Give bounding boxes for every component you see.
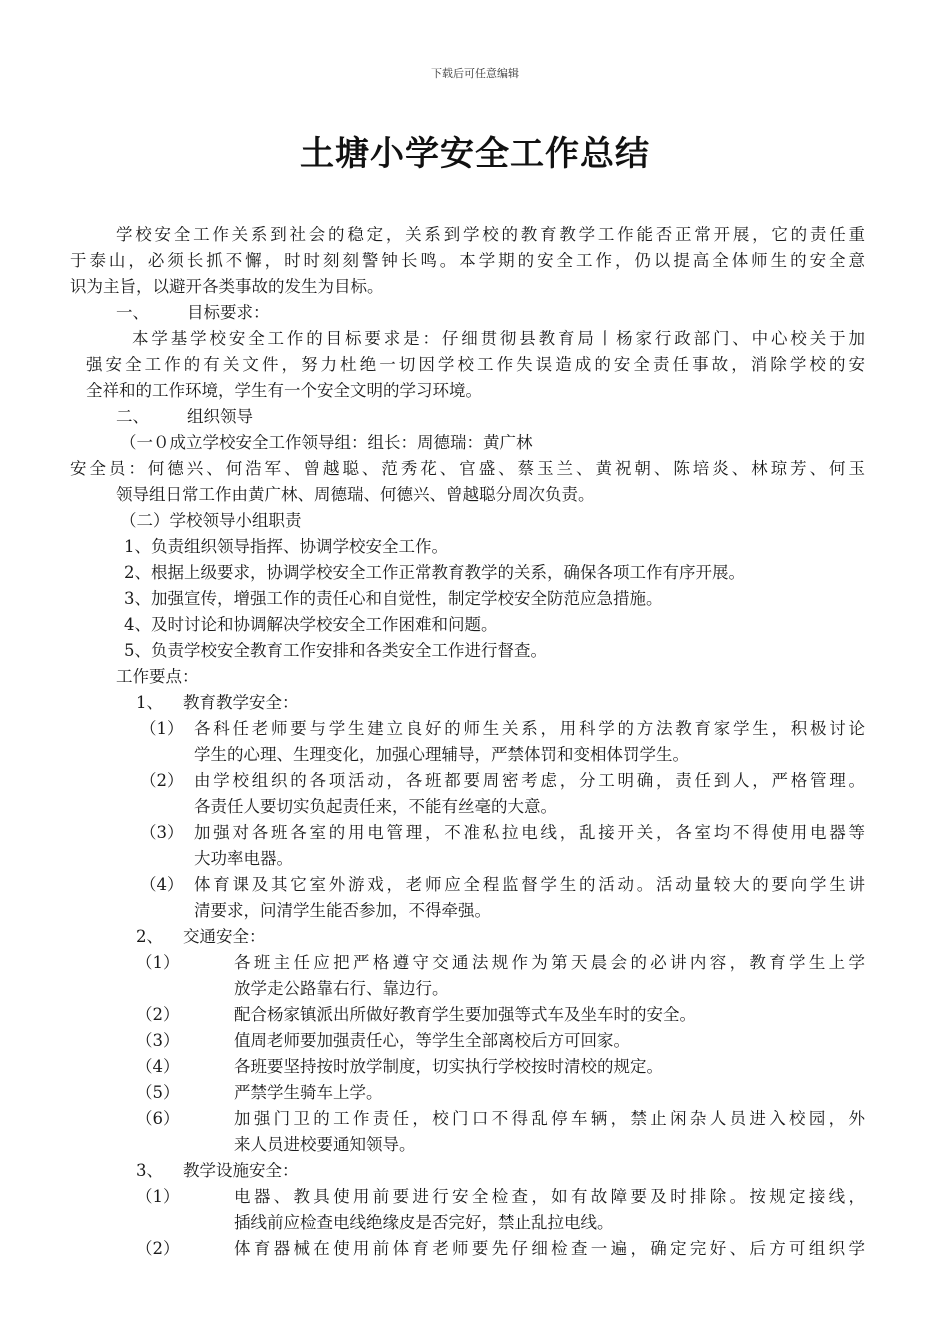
list-item [70, 716, 865, 768]
item-number: （2） [136, 1005, 180, 1024]
item-line: 插线前应检查电线绝缘皮是否完好，禁止乱拉电线。 [234, 1213, 614, 1232]
subsection-title: 教育教学安全： [183, 693, 299, 712]
subsection-title: 交通安全： [183, 927, 266, 946]
item-line: 加强对各班各室的用电管理，不准私拉电线，乱接开关，各室均不得使用电器等 [194, 823, 865, 842]
item-line: 值周老师要加强责任心，等学生全部离校后方可回家。 [234, 1031, 630, 1050]
list-item [70, 1184, 865, 1236]
section-heading [70, 404, 865, 430]
item-number: （3） [136, 1031, 180, 1050]
subsection-heading [70, 1158, 865, 1184]
item-line: 电器、教具使用前要进行安全检查，如有故障要及时排除。按规定接线， [234, 1187, 865, 1206]
duty-item: 2、根据上级要求，协调学校安全工作正常教育教学的关系，确保各项工作有序开展。 [124, 563, 745, 582]
item-line: 学生的心理、生理变化，加强心理辅导，严禁体罚和变相体罚学生。 [194, 745, 689, 764]
duty-item: 4、及时讨论和协调解决学校安全工作困难和问题。 [124, 615, 498, 634]
item-line: 严禁学生骑车上学。 [234, 1083, 383, 1102]
subsection-heading [70, 690, 865, 716]
item-number: （5） [136, 1083, 180, 1102]
document-body [70, 222, 865, 1262]
item-line: 来人员进校要通知领导。 [234, 1135, 416, 1154]
item-line: 放学走公路靠右行、靠边行。 [234, 979, 449, 998]
item-line: 各班主任应把严格遵守交通法规作为第天晨会的必讲内容，教育学生上学 [234, 953, 865, 972]
section-number: 二、 [116, 407, 149, 426]
members-line: 安全员：何德兴、何浩军、曾越聪、范秀花、官盛、蔡玉兰、黄祝朝、陈培炎、林琼芳、何玉 [70, 459, 865, 478]
duty-item: 5、负责学校安全教育工作安排和各类安全工作进行督查。 [124, 641, 547, 660]
item-line: 由学校组织的各项活动，各班都要周密考虑，分工明确，责任到人，严格管理。 [194, 771, 865, 790]
item-number: （1） [136, 1187, 180, 1206]
item-number: （3） [140, 823, 184, 842]
sub-heading: （二）学校领导小组职责 [120, 511, 302, 530]
header-note: 下载后可任意编辑 [431, 67, 519, 80]
list-item [70, 1054, 865, 1080]
section-number: 一、 [116, 303, 149, 322]
item-number: （6） [136, 1109, 180, 1128]
intro-line: 学校安全工作关系到社会的稳定，关系到学校的教育教学工作能否正常开展，它的责任重 [116, 225, 865, 244]
section-title: 目标要求： [187, 303, 270, 322]
intro-line: 于泰山，必须长抓不懈，时时刻刻警钟长鸣。本学期的安全工作，仍以提高全体师生的安全意 [70, 251, 865, 270]
section-heading [70, 300, 865, 326]
item-number: （1） [140, 719, 184, 738]
rotation-line: 领导组日常工作由黄广林、周德瑞、何德兴、曾越聪分周次负责。 [116, 485, 595, 504]
list-item [70, 1028, 865, 1054]
list-item [70, 872, 865, 924]
item-line: 体育器械在使用前体育老师要先仔细检查一遍，确定完好、后方可组织学 [234, 1239, 865, 1258]
item-line: 体育课及其它室外游戏，老师应全程监督学生的活动。活动量较大的要向学生讲 [194, 875, 865, 894]
item-line: 加强门卫的工作责任，校门口不得乱停车辆，禁止闲杂人员进入校园，外 [234, 1109, 865, 1128]
duty-item: 1、负责组织领导指挥、协调学校安全工作。 [124, 537, 448, 556]
subsection-number: 3、 [136, 1161, 163, 1180]
item-line: 清要求，问清学生能否参加，不得牵强。 [194, 901, 491, 920]
item-line: 配合杨家镇派出所做好教育学生要加强等式车及坐车时的安全。 [234, 1005, 696, 1024]
item-number: （2） [136, 1239, 180, 1258]
list-item [70, 768, 865, 820]
list-item [70, 1080, 865, 1106]
group-line: （一０成立学校安全工作领导组：组长：周德瑞：黄广林 [120, 433, 533, 452]
list-item [70, 1002, 865, 1028]
item-line: 各责任人要切实负起责任来，不能有丝毫的大意。 [194, 797, 557, 816]
item-number: （2） [140, 771, 184, 790]
list-item [70, 820, 865, 872]
subsection-number: 1、 [136, 693, 163, 712]
paragraph-line: 强安全工作的有关文件，努力杜绝一切因学校工作失误造成的安全责任事故，消除学校的安 [86, 355, 865, 374]
item-line: 大功率电器。 [194, 849, 293, 868]
paragraph-line: 全祥和的工作环境，学生有一个安全文明的学习环境。 [86, 381, 482, 400]
intro-line: 识为主旨，以避开各类事故的发生为目标。 [70, 277, 384, 296]
item-line: 各科任老师要与学生建立良好的师生关系，用科学的方法教育家学生，积极讨论 [194, 719, 865, 738]
list-item [70, 1236, 865, 1262]
item-number: （1） [136, 953, 180, 972]
work-points-heading: 工作要点： [116, 667, 199, 686]
duty-item: 3、加强宣传，增强工作的责任心和自觉性，制定学校安全防范应急措施。 [124, 589, 663, 608]
subsection-title: 教学设施安全： [183, 1161, 299, 1180]
item-line: 各班要坚持按时放学制度，切实执行学校按时清校的规定。 [234, 1057, 663, 1076]
list-item [70, 950, 865, 1002]
document-title: 土塘小学安全工作总结 [300, 134, 650, 174]
paragraph-line: 本学基学校安全工作的目标要求是：仔细贯彻县教育局丨杨家行政部门、中心校关于加 [132, 329, 865, 348]
list-item [70, 1106, 865, 1158]
subsection-heading [70, 924, 865, 950]
subsection-number: 2、 [136, 927, 163, 946]
section-title: 组织领导 [187, 407, 253, 426]
item-number: （4） [136, 1057, 180, 1076]
item-number: （4） [140, 875, 184, 894]
